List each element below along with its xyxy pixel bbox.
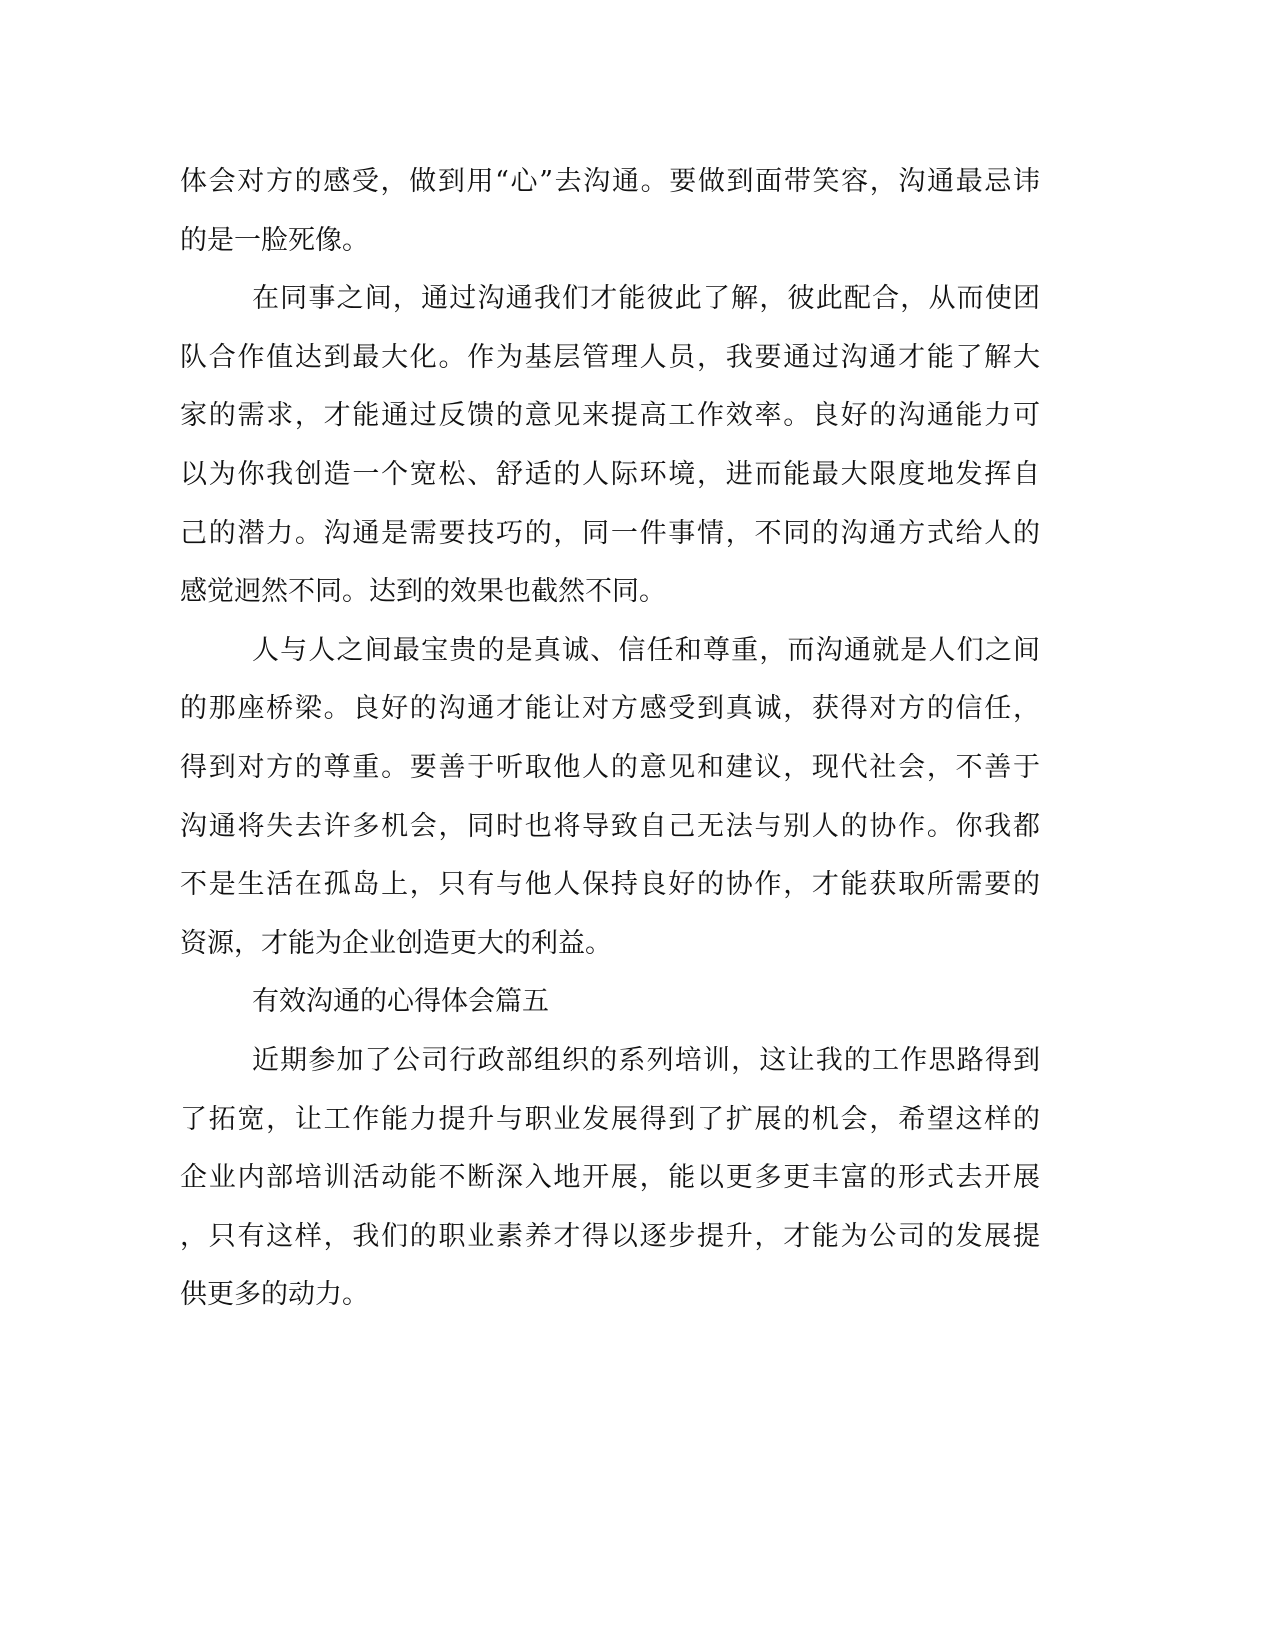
paragraph-line: ，只有这样，我们的职业素养才得以逐步提升，才能为公司的发展提 bbox=[180, 1220, 1040, 1252]
section-heading: 有效沟通的心得体会篇五 bbox=[252, 986, 549, 1018]
paragraph-line: 在同事之间，通过沟通我们才能彼此了解，彼此配合，从而使团 bbox=[252, 283, 1040, 315]
paragraph-line: 资源，才能为企业创造更大的利益。 bbox=[180, 927, 612, 959]
paragraph-line: 了拓宽，让工作能力提升与职业发展得到了扩展的机会，希望这样的 bbox=[180, 1103, 1040, 1135]
paragraph-line: 的那座桥梁。良好的沟通才能让对方感受到真诚，获得对方的信任， bbox=[180, 693, 1040, 725]
paragraph-line: 以为你我创造一个宽松、舒适的人际环境，进而能最大限度地发挥自 bbox=[180, 458, 1040, 490]
paragraph-line: 家的需求，才能通过反馈的意见来提高工作效率。良好的沟通能力可 bbox=[180, 400, 1040, 432]
paragraph-line: 近期参加了公司行政部组织的系列培训，这让我的工作思路得到 bbox=[252, 1044, 1040, 1076]
paragraph-line: 感觉迥然不同。达到的效果也截然不同。 bbox=[180, 576, 666, 608]
paragraph-line: 人与人之间最宝贵的是真诚、信任和尊重，而沟通就是人们之间 bbox=[252, 634, 1040, 666]
paragraph-line: 的是一脸死像。 bbox=[180, 224, 369, 256]
paragraph-line: 不是生活在孤岛上，只有与他人保持良好的协作，才能获取所需要的 bbox=[180, 869, 1040, 901]
paragraph-line: 供更多的动力。 bbox=[180, 1279, 369, 1311]
paragraph-line: 得到对方的尊重。要善于听取他人的意见和建议，现代社会，不善于 bbox=[180, 751, 1040, 783]
paragraph-line: 沟通将失去许多机会，同时也将导致自己无法与别人的协作。你我都 bbox=[180, 810, 1040, 842]
paragraph-line: 队合作值达到最大化。作为基层管理人员，我要通过沟通才能了解大 bbox=[180, 341, 1040, 373]
paragraph-line: 体会对方的感受，做到用“心”去沟通。要做到面带笑容，沟通最忌讳 bbox=[180, 166, 1040, 197]
paragraph-line: 企业内部培训活动能不断深入地开展，能以更多更丰富的形式去开展 bbox=[180, 1162, 1040, 1194]
document-body bbox=[180, 153, 1040, 1325]
paragraph-line: 己的潜力。沟通是需要技巧的，同一件事情，不同的沟通方式给人的 bbox=[180, 517, 1040, 549]
